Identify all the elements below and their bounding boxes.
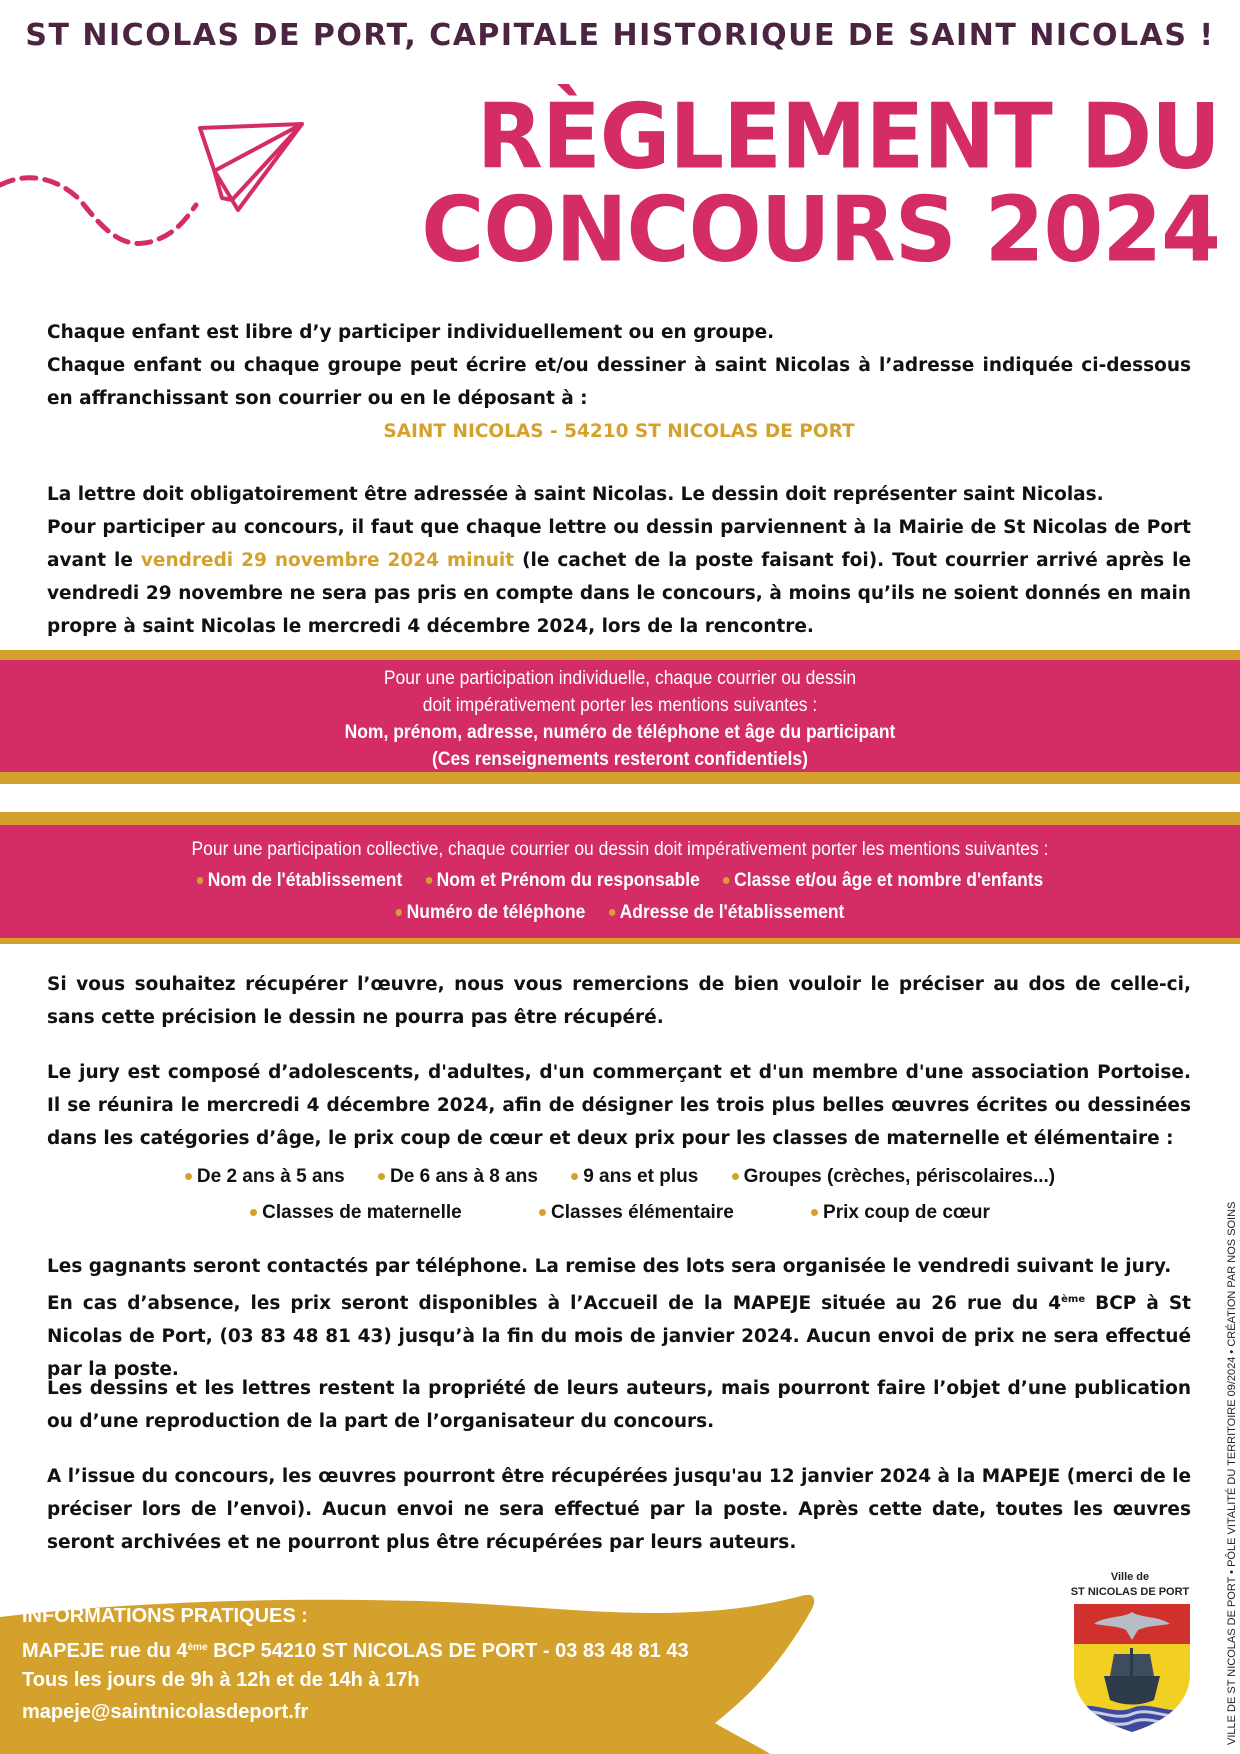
jury-paragraph: Le jury est composé d’adolescents, d'adultes, d'un commerçant et d'un membre d'une association Portoise. Il se réunira le mercredi 4 décembre 2024, afin de désigner les trois plus belles œuvres écrites ou dessinées dans les catégories d’âge, le prix coup de cœur et deux prix pour les classes de maternelle et élémentaire : [47, 1062, 1191, 1149]
after-contest-paragraph [47, 1460, 1191, 1559]
collective-intro: Pour une participation collective, chaque courrier ou dessin doit impérativement porter les mentions suivantes : [191, 839, 1049, 860]
winners-paragraph [47, 1283, 1191, 1386]
footer-address-superscript: ème [187, 1642, 208, 1653]
footer-hours: Tous les jours de 9h à 12h et de 14h à 17h [22, 1669, 420, 1691]
individual-box-top-border [0, 650, 1240, 660]
footer-heading: INFORMATIONS PRATIQUES : [22, 1605, 308, 1627]
individual-box-bottom-border [0, 772, 1240, 784]
category-item: Groupes (crèches, périscolaires...) [732, 1166, 1056, 1188]
vertical-credit-text: VILLE DE ST NICOLAS DE PORT • PÔLE VITALITÉ DU TERRITOIRE 09/2024 • CRÉATION PAR NOS SOINS [1226, 1201, 1238, 1745]
crest-label-line-2: ST NICOLAS DE PORT [1070, 1586, 1190, 1598]
after-bold-note: (merci de le préciser lors de l’envoi). [47, 1466, 1191, 1520]
collective-item: Classe et/ou âge et nombre d'enfants [723, 865, 1043, 897]
footer-address [22, 1632, 689, 1667]
winners-text-b: BCP à St Nicolas de Port, (03 83 48 81 43) jusqu’à la fin du mois de janvier 2024. Aucun envoi de prix ne sera effectué par la poste. [47, 1293, 1191, 1380]
category-item: Prix coup de cœur [811, 1202, 990, 1224]
recover-paragraph: Si vous souhaitez récupérer l’œuvre, nous vous remercions de bien vouloir le préciser au dos de celle-ci, sans cette précision le dessin ne pourra pas être récupéré. [47, 974, 1191, 1028]
footer-email[interactable]: mapeje@saintnicolasdeport.fr [22, 1701, 309, 1723]
category-item: 9 ans et plus [571, 1166, 698, 1188]
after-text-a: A l’issue du concours, les œuvres pourront être récupérées jusqu'au 12 janvier 2024 à la MAPEJE [47, 1466, 1067, 1487]
winners-superscript: ème [1061, 1294, 1086, 1305]
page-title-line-2: CONCOURS 2024 [421, 177, 1220, 283]
winners-line-1: Les gagnants seront contactés par téléphone. La remise des lots sera organisée le vendredi suivant le jury. [47, 1256, 1172, 1277]
deadline-text-a: Pour participer au concours, il faut que chaque lettre ou dessin parviennent à la Mairie de St Nicolas de Port avant le [47, 517, 1191, 571]
categories-row-2 [0, 1202, 1240, 1224]
collective-box-top-border [0, 812, 1240, 825]
individual-line-1: Pour une participation individuelle, chaque courrier ou dessin [383, 668, 857, 689]
top-tagline: ST NICOLAS DE PORT, CAPITALE HISTORIQUE DE SAINT NICOLAS ! [25, 18, 1215, 53]
collective-item: Numéro de téléphone [396, 897, 586, 929]
category-item: De 2 ans à 5 ans [185, 1166, 345, 1188]
deadline-highlight: vendredi 29 novembre 2024 minuit [140, 550, 515, 571]
town-coat-of-arms-icon [1074, 1604, 1190, 1732]
collective-item: Nom et Prénom du responsable [426, 865, 700, 897]
collective-items-row-2 [50, 897, 1191, 929]
after-text-b: Aucun envoi ne sera effectué par la poste. Après cette date, toutes les œuvres seront archivées et ne pourront plus être récupérées par leurs auteurs. [47, 1499, 1191, 1553]
collective-items-row-1 [50, 865, 1191, 897]
rights-paragraph: Les dessins et les lettres restent la propriété de leurs auteurs, mais pourront faire l’objet d’une publication ou d’une reproduction de la part de l’organisateur du concours. [47, 1378, 1191, 1432]
deadline-line-1: La lettre doit obligatoirement être adressée à saint Nicolas. Le dessin doit représenter saint Nicolas. [47, 484, 1104, 505]
collective-participation-box [0, 825, 1240, 938]
intro-line-1: Chaque enfant est libre d’y participer individuellement ou en groupe. [47, 322, 775, 343]
category-item: Classes de maternelle [250, 1202, 462, 1224]
individual-required-fields: Nom, prénom, adresse, numéro de téléphone et âge du participant [344, 722, 896, 743]
crest-label-line-1: Ville de [1110, 1571, 1150, 1583]
winners-text-a: En cas d’absence, les prix seront disponibles à l’Accueil de la MAPEJE située au 26 rue du 4 [47, 1293, 1062, 1314]
individual-confidential-note: (Ces renseignements resteront confidentiels) [432, 749, 808, 770]
page-title-line-1: RÈGLEMENT DU [476, 84, 1220, 190]
intro-line-2: Chaque enfant ou chaque groupe peut écrire et/ou dessiner à saint Nicolas à l’adresse indiquée ci-dessous en affranchissant son courrier ou en le déposant à : [47, 355, 1191, 409]
footer-address-a: MAPEJE rue du 4 [22, 1640, 188, 1662]
collective-box-bottom-border [0, 938, 1240, 944]
category-item: De 6 ans à 8 ans [378, 1166, 538, 1188]
paper-plane-icon [0, 110, 310, 260]
deadline-text-b: (le cachet de la poste faisant foi). Tout courrier arrivé après le vendredi 29 novembre ne sera pas pris en compte dans le concours, à moins qu’ils ne soient donnés en main propre à saint Nicolas le mercredi 4 décembre 2024, lors de la rencontre. [47, 550, 1192, 637]
category-item: Classes élémentaire [539, 1202, 734, 1224]
contest-address: SAINT NICOLAS - 54210 ST NICOLAS DE PORT [383, 421, 855, 442]
categories-row-1 [0, 1166, 1240, 1188]
collective-item: Adresse de l'établissement [609, 897, 845, 929]
footer-address-b: BCP 54210 ST NICOLAS DE PORT - 03 83 48 81 43 [207, 1640, 689, 1662]
individual-participation-box [0, 660, 1240, 772]
deadline-paragraph [47, 511, 1191, 643]
individual-line-2: doit impérativement porter les mentions suivantes : [422, 695, 818, 716]
collective-item: Nom de l'établissement [197, 865, 403, 897]
